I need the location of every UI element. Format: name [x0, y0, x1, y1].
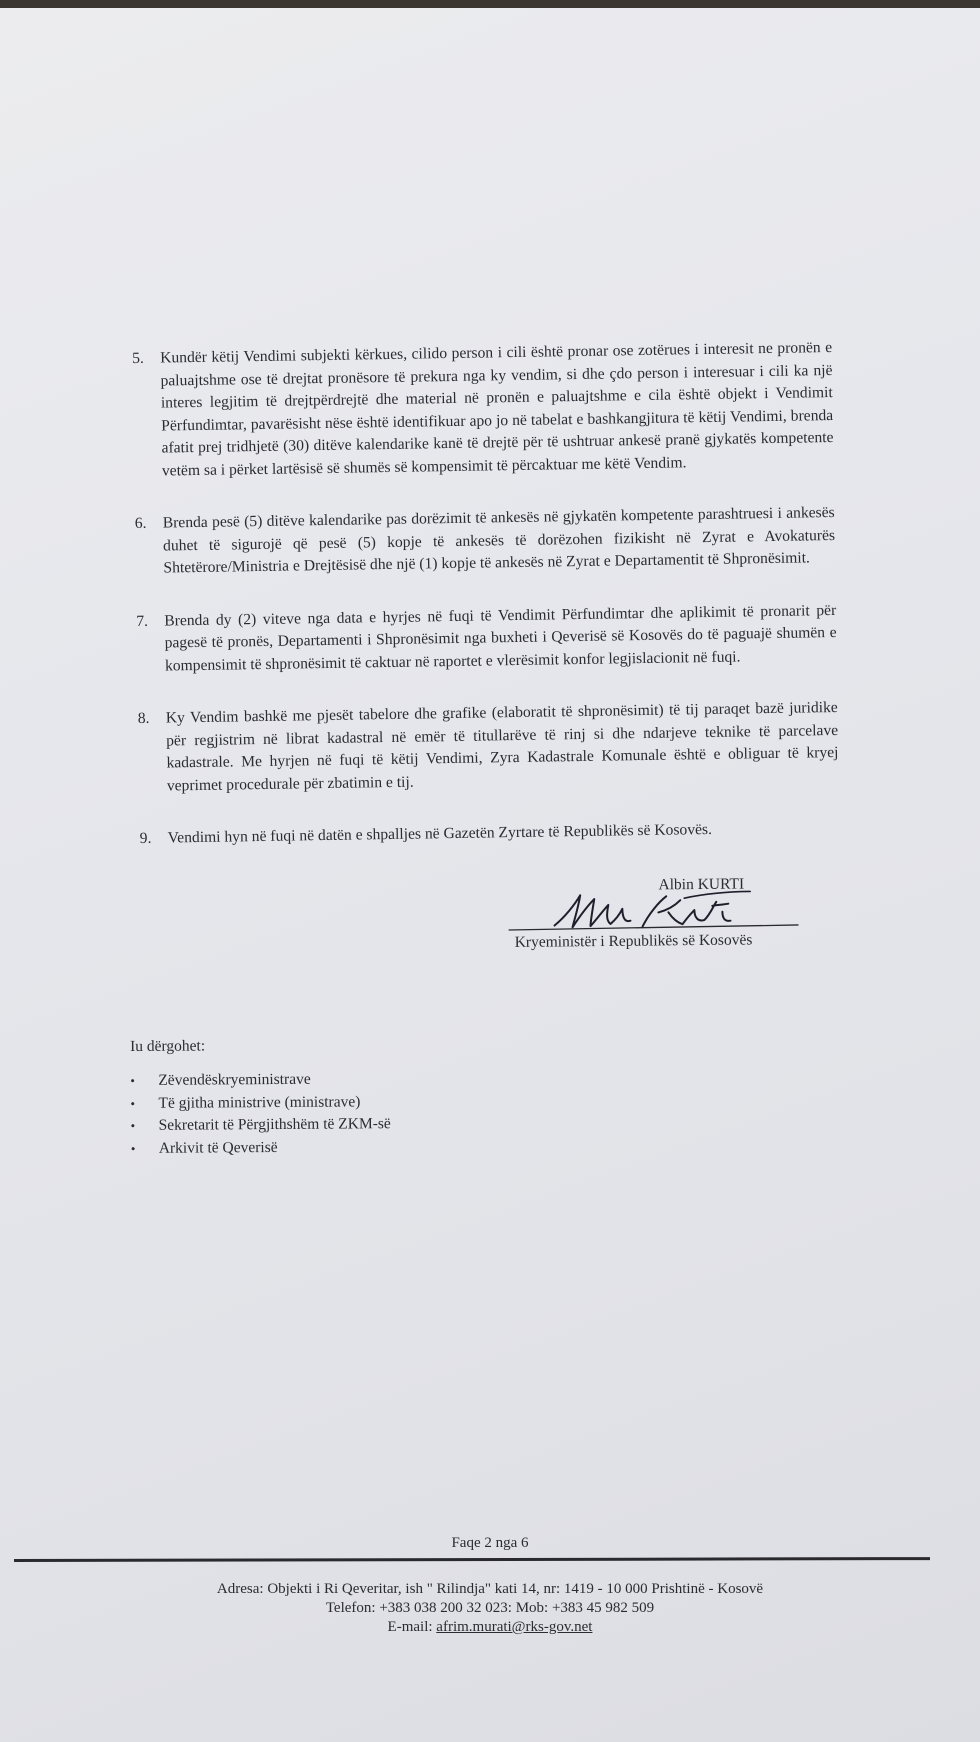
item-text: Brenda dy (2) viteve nga data e hyrjes në fuqi të Vendimit Përfundimtar dhe aplikimit të pronarit për pagesë të pronës, Departamenti i Shpronësimit nga buxheti i Qeverisë së Kosovës do të paguajë shumën e kompensimit të shpronësimit të caktuar në raportet e vlerësimit konfor legjislacionit në fuqi.	[164, 601, 837, 675]
footer-address: Adresa: Objekti i Ri Qeveritar, ish " Rilindja" kati 14, nr: 1419 - 10 000 Prishtinë - Kosovë	[216, 1581, 764, 1597]
decision-item-7	[136, 599, 837, 677]
recipient-list	[130, 1067, 591, 1160]
signature-block	[508, 873, 799, 954]
footer-email-link[interactable]: afrim.murati@rks-gov.net	[436, 1619, 593, 1635]
item-number: 7.	[136, 612, 149, 630]
signer-name: Albin KURTI	[658, 875, 745, 894]
footer	[0, 1580, 980, 1637]
item-text: Ky Vendim bashkë me pjesët tabelore dhe grafike (elaboratit të shpronësimit) të tij paraqet bazë juridike për regjistrim në librat kadastral në emër të titullarëve të rinj si dhe ndarjeve teknike të parcelave kadastrale. Me hyrjen në fuqi të këtij Vendimi, Zyra Kadastrale Komunale është e obliguar të kryej veprimet procedurale për zbatimin e tij.	[165, 698, 839, 795]
item-text: Vendimi hyn në fuqi në datën e shpalljes në Gazetën Zyrtare të Republikës së Kosovës.	[167, 820, 713, 847]
decision-item-5	[132, 337, 834, 483]
item-number: 6.	[134, 514, 147, 532]
decision-item-9	[140, 817, 840, 850]
footer-divider	[14, 1557, 930, 1562]
decision-item-8	[138, 697, 839, 798]
item-number: 8.	[137, 709, 150, 727]
signer-title: Kryeministër i Republikës së Kosovës	[514, 931, 753, 951]
footer-email-line	[0, 1618, 980, 1637]
recipient-item: • Sekretarit të Përgjithshëm të ZKM-së	[131, 1112, 591, 1138]
handwritten-signature	[508, 889, 798, 932]
item-number: 9.	[139, 829, 152, 847]
recipient-item: • Të gjitha ministrive (ministrave)	[130, 1089, 590, 1115]
page-number: Faqe 2 nga 6	[451, 1535, 529, 1551]
recipients-block	[130, 1033, 591, 1160]
item-text: Kundër këtij Vendimi subjekti kërkues, cilido person i cili është pronar ose zotërues i interesit ne pronën e paluajtshme ose të drejtat pronësore të prekura nga ky vendim, si dhe çdo person i interesuar i cili ka një interes legjitim të drejtpërdrejtë dhe material në pronën e paluajtshme e cila është objekt i Vendimit Përfundimtar, pavarësisht nëse është identifikuar apo jo në tabelat e bashkangjitura të këtij Vendimi, brenda afatit prej tridhjetë (30) ditëve kalendarike kanë të drejtë për të ushtruar ankesë pranë gjykatës kompetente vetëm sa i përket lartësisë së shumës së kompensimit të përcaktuar me këtë Vendim.	[160, 339, 834, 480]
recipient-item: • Zëvendëskryeministrave	[130, 1067, 590, 1093]
document-page	[0, 8, 980, 1742]
item-text: Brenda pesë (5) ditëve kalendarike pas dorëzimit të ankesës në gjykatën kompetente parashtruesi i ankesës duhet të sigurojë që pesë (5) kopje të ankesës të dorëzohen fizikisht në Zyrat e Avokaturës Shtetërore/Ministria e Drejtësisë dhe një (1) kopje të ankesës në Zyrat e Departamentit të Shpronësimit.	[162, 503, 836, 577]
decision-item-6	[135, 502, 836, 580]
footer-email-label: E-mail:	[387, 1619, 437, 1635]
item-number: 5.	[132, 349, 145, 367]
recipient-item: • Arkivit të Qeverisë	[131, 1134, 591, 1160]
footer-phone: Telefon: +383 038 200 32 023: Mob: +383 45 982 509	[325, 1600, 655, 1616]
decision-items-list	[132, 337, 840, 880]
recipients-heading: Iu dërgohet:	[130, 1037, 206, 1055]
